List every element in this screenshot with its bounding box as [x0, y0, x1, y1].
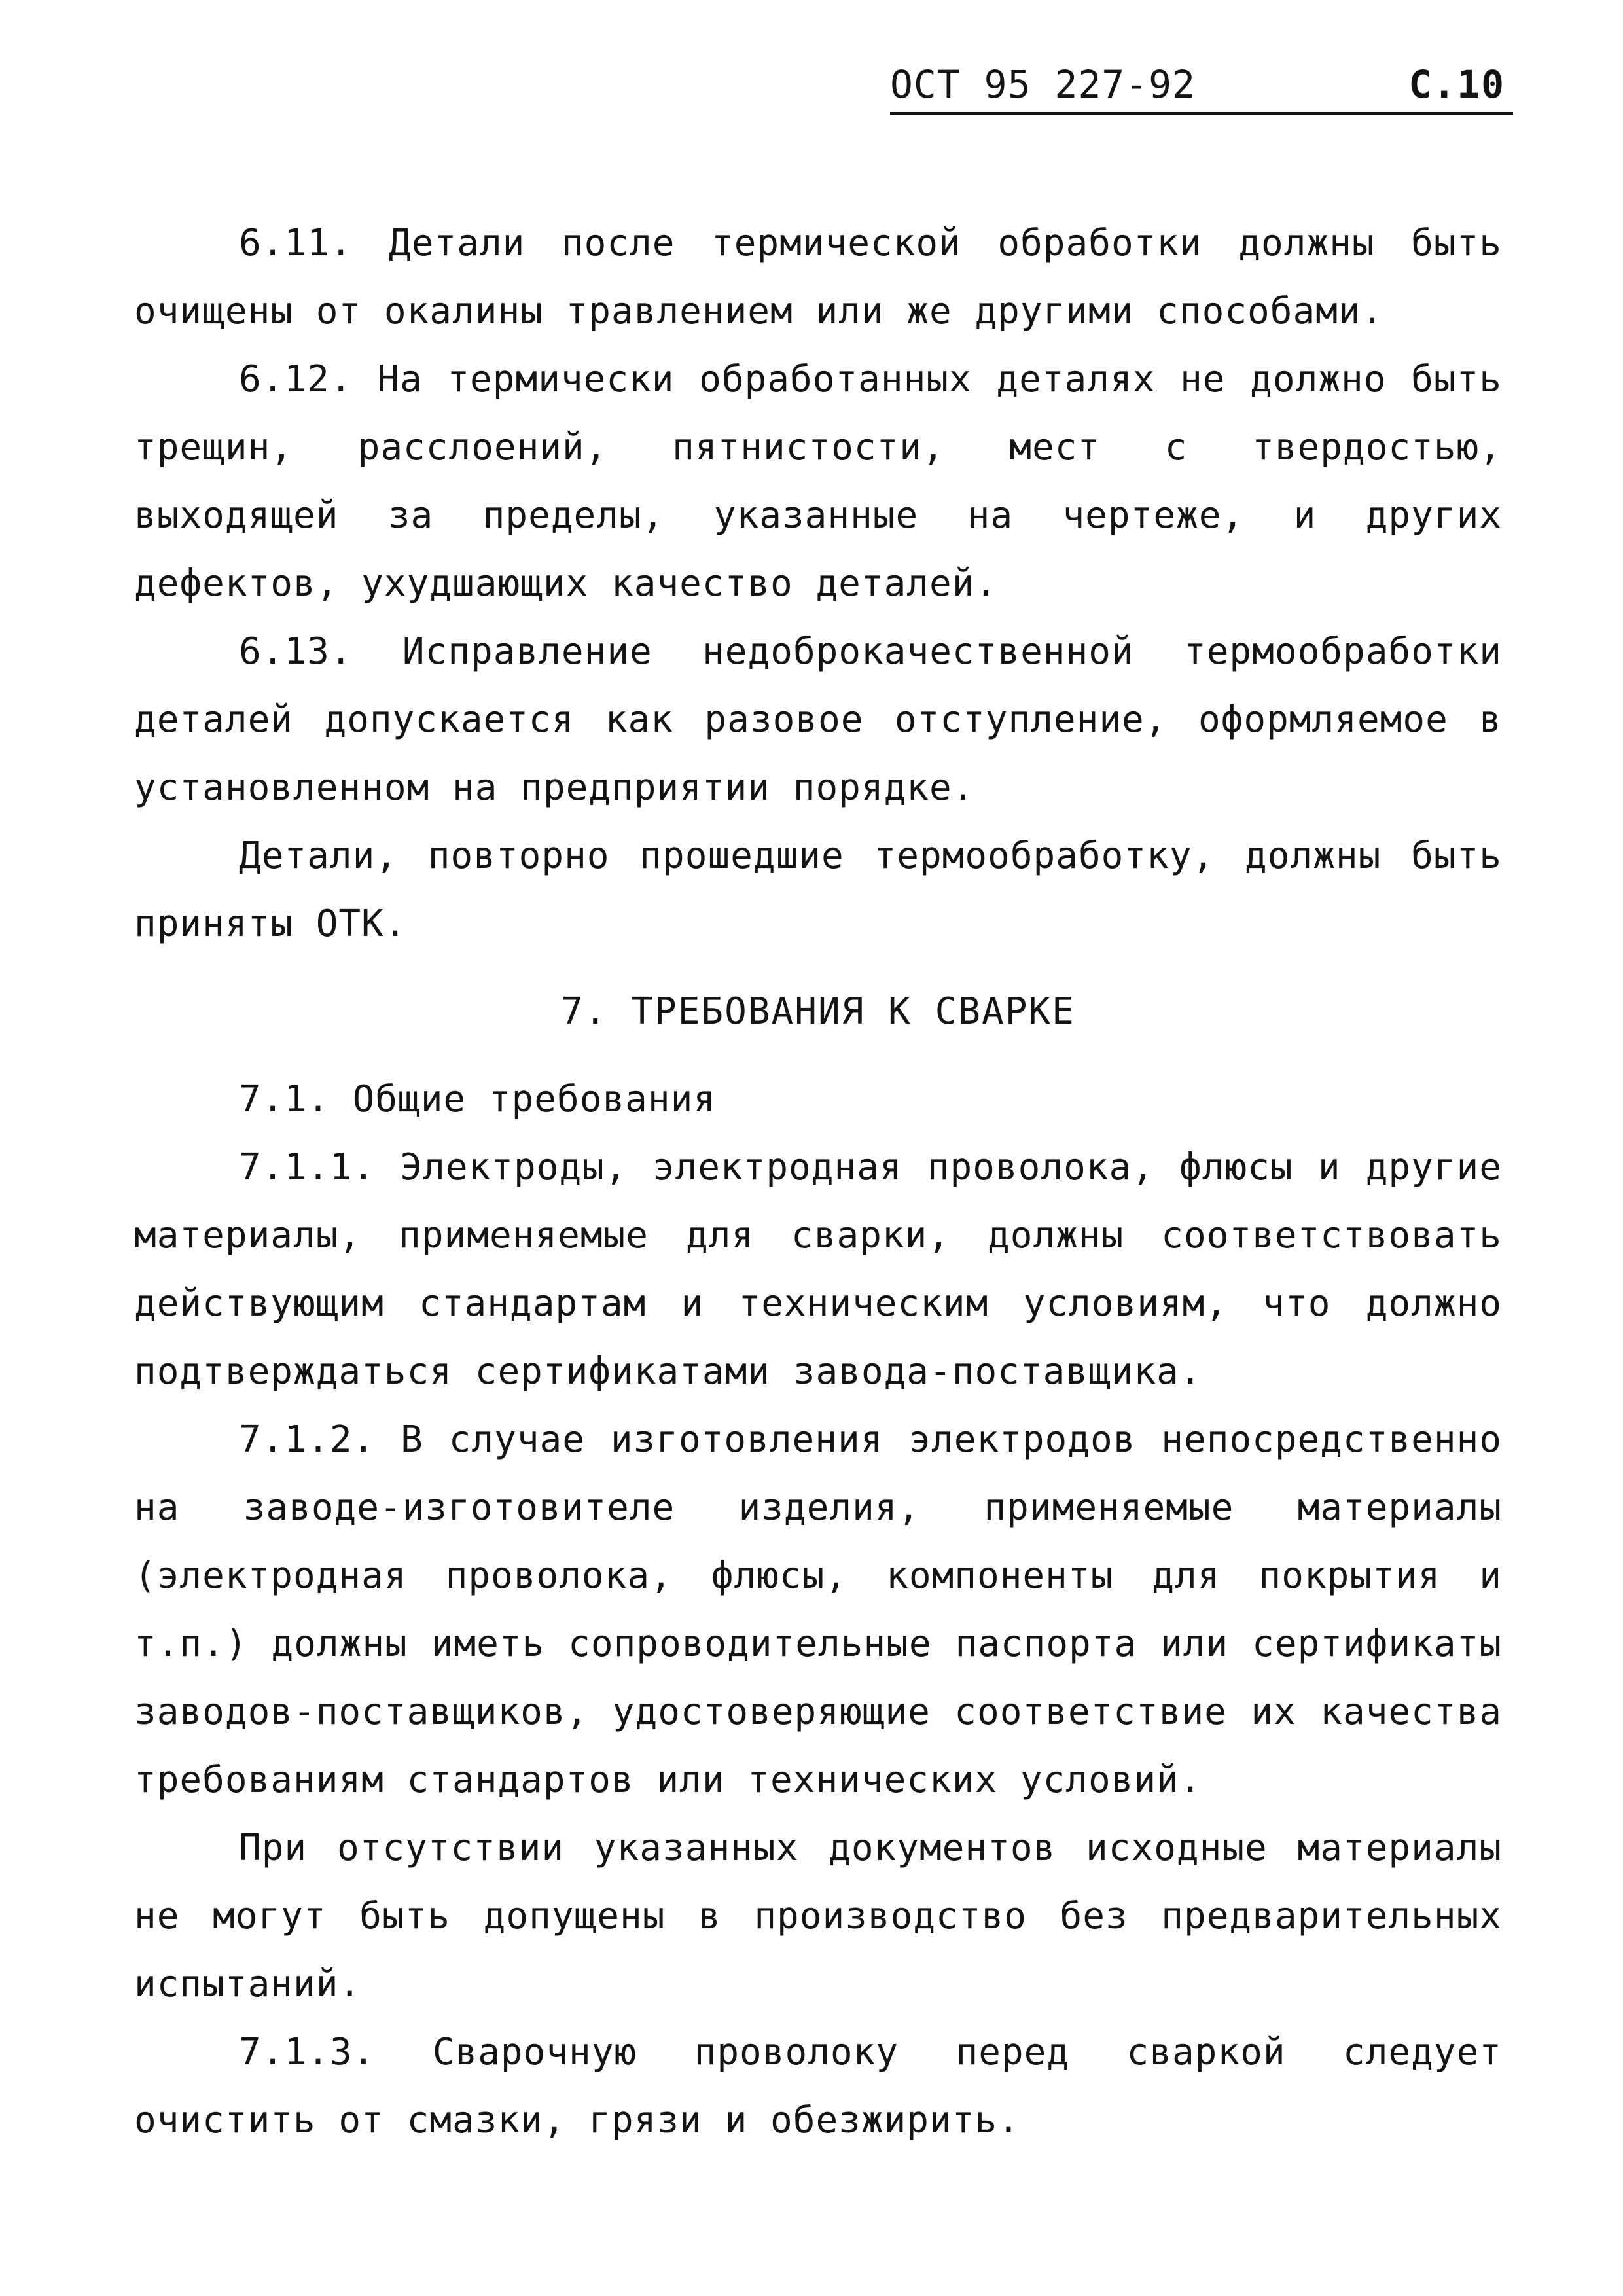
paragraph-7-1-3: 7.1.3. Сварочную проволоку перед сваркой следует очистить от смазки, грязи и обезжирить. [134, 2031, 1502, 2142]
header-underline [890, 112, 1513, 115]
paragraph-7-1-1: 7.1.1. Электроды, электродная проволока, флюсы и другие материалы, применяемые для сварки, должны соответствовать действующим стандартам и техническим условиям, что должно подтверждаться сертификатами завода-поставщика. [134, 1146, 1502, 1393]
paragraph-7-1-2: 7.1.2. В случае изготовления электродов непосредственно на заводе-изготовителе изделия, применяемые материалы (электродная проволока, флюсы, компоненты для покрытия и т.п.) должны иметь сопроводительные паспорта или сертификаты заводов-поставщиков, удостоверяющие соответствие их качества требованиям стандартов или технических условий. [134, 1418, 1502, 1801]
paragraph-6-11: 6.11. Детали после термической обработки должны быть очищены от окалины травлением или же другими способами. [134, 222, 1502, 332]
page-header [890, 62, 1505, 121]
document-code: ОСТ 95 227-92 [890, 62, 1196, 107]
paragraph-6-13: 6.13. Исправление недоброкачественной термообработки деталей допускается как разовое отступление, оформляемое в установленном на предприятии порядке. [134, 630, 1502, 809]
paragraph-6-13-continuation: Детали, повторно прошедшие термообработку, должны быть приняты ОТК. [134, 834, 1502, 945]
paragraph-6-12: 6.12. На термически обработанных деталях не должно быть трещин, расслоений, пятнистости, мест с твердостью, выходящей за пределы, указанные на чертеже, и других дефектов, ухудшающих качество деталей. [134, 358, 1502, 605]
paragraph-7-1-2-continuation: При отсутствии указанных документов исходные материалы не могут быть допущены в производство без предварительных испытаний. [134, 1827, 1502, 2005]
section-7-heading: 7. ТРЕБОВАНИЯ К СВАРКЕ [561, 990, 1075, 1033]
document-body [134, 209, 1502, 2155]
page-number: С.10 [1408, 62, 1505, 107]
subsection-7-1-title: 7.1. Общие требования [239, 1078, 717, 1121]
